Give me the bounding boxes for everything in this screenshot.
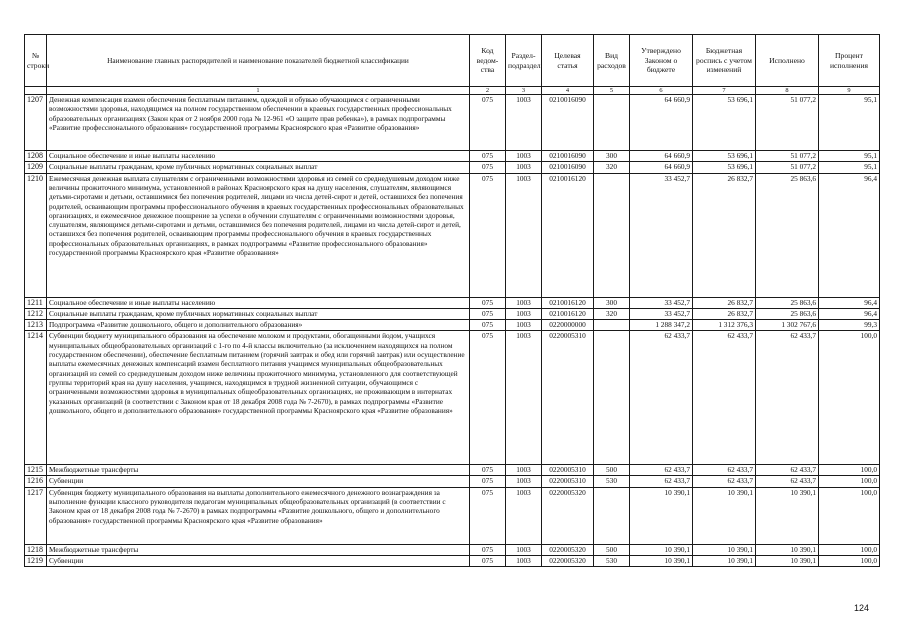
executed-amount-cell: 62 433,7: [756, 476, 819, 487]
percent-cell: 100,0: [819, 487, 880, 544]
executed-amount-cell: 10 390,1: [756, 544, 819, 555]
budget-amount-cell: 1 312 376,3: [693, 319, 756, 330]
target-item-cell: 0220005320: [542, 544, 594, 555]
approved-amount-cell: 33 452,7: [630, 297, 693, 308]
executed-amount-cell: 51 077,2: [756, 95, 819, 151]
row-name-cell: Социальные выплаты гражданам, кроме публичных нормативных социальных выплат: [47, 308, 470, 319]
header-executed: Исполнено: [756, 35, 819, 87]
executed-amount-cell: 25 863,6: [756, 173, 819, 297]
dept-code-cell: 075: [470, 162, 506, 173]
approved-amount-cell: 62 433,7: [630, 476, 693, 487]
header-dept-code: Код ведом-ства: [470, 35, 506, 87]
row-name-cell: Социальное обеспечение и иные выплаты населению: [47, 151, 470, 162]
percent-cell: 100,0: [819, 476, 880, 487]
dept-code-cell: 075: [470, 151, 506, 162]
percent-cell: 100,0: [819, 544, 880, 555]
budget-amount-cell: 26 832,7: [693, 173, 756, 297]
row-name-cell: Социальные выплаты гражданам, кроме публичных нормативных социальных выплат: [47, 162, 470, 173]
dept-code-cell: 075: [470, 95, 506, 151]
target-item-cell: 0220000000: [542, 319, 594, 330]
column-number: 6: [630, 87, 693, 95]
dept-code-cell: 075: [470, 308, 506, 319]
target-item-cell: 0210016090: [542, 151, 594, 162]
dept-code-cell: 075: [470, 544, 506, 555]
row-name-cell: Субвенции: [47, 555, 470, 566]
executed-amount-cell: 51 077,2: [756, 151, 819, 162]
header-row-number: № строки: [25, 35, 47, 87]
column-number: 7: [693, 87, 756, 95]
executed-amount-cell: 25 863,6: [756, 297, 819, 308]
target-item-cell: 0220005310: [542, 465, 594, 476]
dept-code-cell: 075: [470, 331, 506, 465]
division-cell: 1003: [506, 162, 542, 173]
division-cell: 1003: [506, 308, 542, 319]
target-item-cell: 0220005320: [542, 487, 594, 544]
column-number-row: [25, 87, 880, 95]
budget-execution-table: [24, 34, 880, 567]
table-row: [25, 308, 880, 319]
table-row: [25, 297, 880, 308]
expense-type-cell: [594, 95, 630, 151]
row-number-cell: 1209: [25, 162, 47, 173]
table-row: [25, 331, 880, 465]
row-number-cell: 1217: [25, 487, 47, 544]
approved-amount-cell: 10 390,1: [630, 544, 693, 555]
row-name-cell: Субвенции: [47, 476, 470, 487]
percent-cell: 96,4: [819, 308, 880, 319]
target-item-cell: 0220005320: [542, 555, 594, 566]
budget-amount-cell: 10 390,1: [693, 555, 756, 566]
executed-amount-cell: 10 390,1: [756, 555, 819, 566]
budget-amount-cell: 62 433,7: [693, 465, 756, 476]
row-number-cell: 1219: [25, 555, 47, 566]
target-item-cell: 0210016120: [542, 173, 594, 297]
column-number: 3: [506, 87, 542, 95]
header-name: Наименование главных распорядителей и наименование показателей бюджетной классификации: [47, 35, 470, 87]
column-number: 8: [756, 87, 819, 95]
executed-amount-cell: 62 433,7: [756, 465, 819, 476]
division-cell: 1003: [506, 331, 542, 465]
column-number: 2: [470, 87, 506, 95]
expense-type-cell: [594, 173, 630, 297]
dept-code-cell: 075: [470, 555, 506, 566]
target-item-cell: 0220005310: [542, 476, 594, 487]
header-division: Раздел-подраздел: [506, 35, 542, 87]
expense-type-cell: 530: [594, 476, 630, 487]
approved-amount-cell: 62 433,7: [630, 465, 693, 476]
expense-type-cell: 300: [594, 151, 630, 162]
executed-amount-cell: 25 863,6: [756, 308, 819, 319]
executed-amount-cell: 62 433,7: [756, 331, 819, 465]
executed-amount-cell: 10 390,1: [756, 487, 819, 544]
division-cell: 1003: [506, 544, 542, 555]
approved-amount-cell: 64 660,9: [630, 162, 693, 173]
table-header-row: [25, 35, 880, 87]
row-name-cell: Подпрограмма «Развитие дошкольного, общего и дополнительного образования»: [47, 319, 470, 330]
division-cell: 1003: [506, 487, 542, 544]
percent-cell: 99,3: [819, 319, 880, 330]
percent-cell: 100,0: [819, 555, 880, 566]
row-number-cell: 1208: [25, 151, 47, 162]
row-name-cell: Социальное обеспечение и иные выплаты населению: [47, 297, 470, 308]
budget-amount-cell: 26 832,7: [693, 308, 756, 319]
dept-code-cell: 075: [470, 465, 506, 476]
executed-amount-cell: 1 302 767,6: [756, 319, 819, 330]
division-cell: 1003: [506, 95, 542, 151]
division-cell: 1003: [506, 476, 542, 487]
budget-amount-cell: 10 390,1: [693, 544, 756, 555]
table-body: [25, 95, 880, 567]
division-cell: 1003: [506, 173, 542, 297]
approved-amount-cell: 10 390,1: [630, 487, 693, 544]
table-row: [25, 319, 880, 330]
budget-amount-cell: 62 433,7: [693, 476, 756, 487]
column-number: 4: [542, 87, 594, 95]
header-approved: Утверждено Законом о бюджете: [630, 35, 693, 87]
table-row: [25, 476, 880, 487]
approved-amount-cell: 10 390,1: [630, 555, 693, 566]
division-cell: 1003: [506, 319, 542, 330]
budget-amount-cell: 53 696,1: [693, 151, 756, 162]
row-name-cell: Межбюджетные трансферты: [47, 544, 470, 555]
division-cell: 1003: [506, 297, 542, 308]
row-number-cell: 1215: [25, 465, 47, 476]
row-number-cell: 1207: [25, 95, 47, 151]
row-number-cell: 1211: [25, 297, 47, 308]
table-row: [25, 487, 880, 544]
expense-type-cell: 500: [594, 465, 630, 476]
percent-cell: 95,1: [819, 162, 880, 173]
target-item-cell: 0220005310: [542, 331, 594, 465]
dept-code-cell: 075: [470, 487, 506, 544]
executed-amount-cell: 51 077,2: [756, 162, 819, 173]
expense-type-cell: 320: [594, 308, 630, 319]
division-cell: 1003: [506, 555, 542, 566]
budget-amount-cell: 26 832,7: [693, 297, 756, 308]
row-name-cell: Межбюджетные трансферты: [47, 465, 470, 476]
approved-amount-cell: 64 660,9: [630, 151, 693, 162]
table-row: [25, 555, 880, 566]
column-number: 9: [819, 87, 880, 95]
row-name-cell: Денежная компенсация взамен обеспечения бесплатным питанием, одеждой и обувью обучающимся с ограниченными возможностями здоровья, находящимся на полном государственном обеспечении в краевых государственных профессиональных образовательных организациях (Закон края от 2 ноября 2000 года № 12-961 «О защите прав ребенка»), в рамках подпрограммы «Развитие профессионального образования» государственной программы Красноярского края «Развитие образования»: [47, 95, 470, 151]
percent-cell: 95,1: [819, 151, 880, 162]
approved-amount-cell: 33 452,7: [630, 173, 693, 297]
target-item-cell: 0210016120: [542, 297, 594, 308]
expense-type-cell: 300: [594, 297, 630, 308]
budget-amount-cell: 53 696,1: [693, 162, 756, 173]
target-item-cell: 0210016120: [542, 308, 594, 319]
division-cell: 1003: [506, 465, 542, 476]
column-number: 1: [47, 87, 470, 95]
column-number: 5: [594, 87, 630, 95]
approved-amount-cell: 33 452,7: [630, 308, 693, 319]
table-row: [25, 95, 880, 151]
approved-amount-cell: 64 660,9: [630, 95, 693, 151]
budget-amount-cell: 62 433,7: [693, 331, 756, 465]
budget-amount-cell: 10 390,1: [693, 487, 756, 544]
dept-code-cell: 075: [470, 476, 506, 487]
target-item-cell: 0210016090: [542, 95, 594, 151]
division-cell: 1003: [506, 151, 542, 162]
header-expense-type: Вид расходов: [594, 35, 630, 87]
header-percent: Процент исполнения: [819, 35, 880, 87]
row-name-cell: Субвенции бюджету муниципального образования на обеспечение молоком и продуктами, обогащенными йодом, учащихся муниципальных общеобразовательных организаций с 1-го по 4-й классы включительно (за исключением находящихся на полном государственном обеспечении), обеспечение бесплатным питанием (горячий завтрак и обед или горячий завтрак) или осуществление выплаты ежемесячных денежных компенсаций взамен бесплатного питания учащимся муниципальных общеобразовательных организаций из семей со среднедушевым доходом ниже величины прожиточного минимума, установленного для соответствующей группы территорий края на душу населения, учащимся, находящимся в трудной жизненной ситуации, обучающимся с ограниченными возможностями здоровья в муниципальных общеобразовательных организациях, не проживающим в интернатах указанных организаций (в соответствии с Законом края от 18 декабря 2008 года № 7-2670), в рамках подпрограммы «Развитие дошкольного, общего и дополнительного образования» государственной программы Красноярского края «Развитие образования»: [47, 331, 470, 465]
table-row: [25, 151, 880, 162]
expense-type-cell: [594, 331, 630, 465]
row-number-cell: 1212: [25, 308, 47, 319]
table-row: [25, 162, 880, 173]
header-budget-list: Бюджетная роспись с учетом изменений: [693, 35, 756, 87]
row-number-cell: 1210: [25, 173, 47, 297]
row-name-cell: Ежемесячная денежная выплата слушателям с ограниченными возможностями здоровья из семей со среднедушевым доходом ниже величины прожиточного минимума, установленной в районах Красноярского края на душу населения, слушателям, являющимся детьми-сиротами и детьми, оставшимися без попечения родителей, лицами из числа детей-сирот и детей, оставшихся без попечения родителей, осваивающим программы профессионального обучения в краевых государственных профессиональных образовательных организациях, и ежемесячное денежное поощрение за успехи в обучении слушателям с ограниченными возможностями здоровья, слушателям, являющимся детьми-сиротами и детьми, оставшимися без попечения родителей, лицами из числа детей-сирот и детей, оставшихся без попечения родителей, осваивающим программы профессионального обучения в краевых государственных профессиональных образовательных организациях, в рамках подпрограммы «Развитие профессионального образования» государственной программы Красноярского края «Развитие образования»: [47, 173, 470, 297]
approved-amount-cell: 1 288 347,2: [630, 319, 693, 330]
percent-cell: 100,0: [819, 331, 880, 465]
percent-cell: 100,0: [819, 465, 880, 476]
table-row: [25, 173, 880, 297]
percent-cell: 96,4: [819, 297, 880, 308]
column-number: [25, 87, 47, 95]
target-item-cell: 0210016090: [542, 162, 594, 173]
approved-amount-cell: 62 433,7: [630, 331, 693, 465]
table-row: [25, 544, 880, 555]
percent-cell: 95,1: [819, 95, 880, 151]
percent-cell: 96,4: [819, 173, 880, 297]
expense-type-cell: [594, 487, 630, 544]
expense-type-cell: 320: [594, 162, 630, 173]
expense-type-cell: [594, 319, 630, 330]
row-number-cell: 1213: [25, 319, 47, 330]
dept-code-cell: 075: [470, 319, 506, 330]
row-number-cell: 1214: [25, 331, 47, 465]
table-row: [25, 465, 880, 476]
budget-amount-cell: 53 696,1: [693, 95, 756, 151]
dept-code-cell: 075: [470, 173, 506, 297]
header-target-item: Целевая статья: [542, 35, 594, 87]
dept-code-cell: 075: [470, 297, 506, 308]
expense-type-cell: 530: [594, 555, 630, 566]
expense-type-cell: 500: [594, 544, 630, 555]
row-number-cell: 1216: [25, 476, 47, 487]
page-number: 124: [853, 603, 869, 613]
row-name-cell: Субвенция бюджету муниципального образования на выплаты дополнительного ежемесячного денежного вознаграждения за выполнение функции классного руководителя педагогам муниципальных общеобразовательных организаций (в соответствии с Законом края от 18 декабря 2008 года № 7-2670) в рамках подпрограммы «Развитие дошкольного, общего и дополнительного образования» государственной программы Красноярского края «Развитие образования»: [47, 487, 470, 544]
row-number-cell: 1218: [25, 544, 47, 555]
